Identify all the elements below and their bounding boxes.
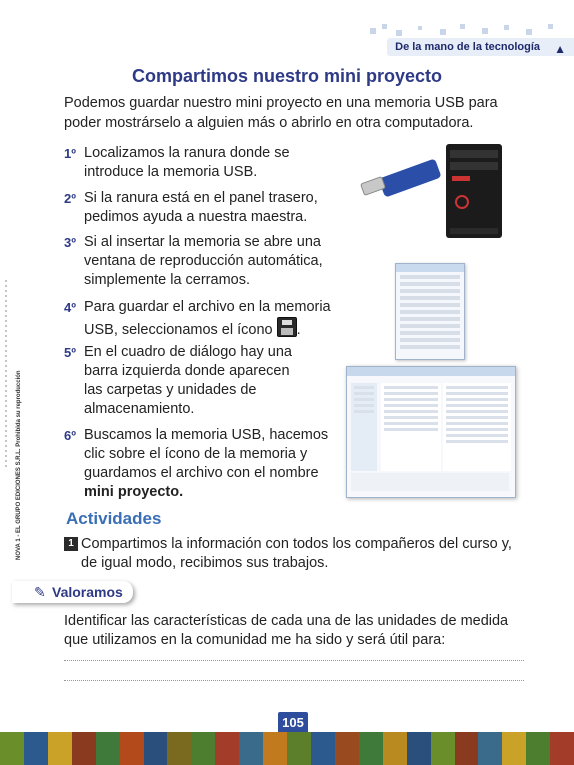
usb-memory-and-computer-illustration [354,140,510,240]
valoramos-text: Identificar las características de cada una de las unidades de medida que utilizamos en la comunidad me ha sido y será útil para: [64,613,509,648]
list-item: 3º Si al insertar la memoria se abre una ventana de reproducción automática, simplemente la cerramos. [64,234,323,288]
side-line-decoration [0,250,12,500]
answer-line[interactable] [64,680,524,681]
valoramos-label: ✎ Valoramos [12,581,133,603]
list-item: 6º Buscamos la memoria USB, hacemos clic sobre el ícono de la memoria y guardamos el archivo con el nombre mini proyecto. [64,427,329,500]
header-dots-decoration [360,20,574,38]
floppy-disk-save-icon [277,317,297,337]
pencil-icon: ✎ [34,584,46,600]
step-number: 3º [64,235,76,250]
step-number: 1º [64,146,76,161]
step-number: 5º [64,345,76,360]
activities-heading: Actividades [66,509,162,528]
step-number: 2º [64,191,76,206]
section-tag-label: De la mano de la tecnología [395,41,540,53]
save-dialog-screenshot [346,366,516,498]
computer-tower-image [446,144,502,238]
page-title: Compartimos nuestro mini proyecto [131,66,443,86]
step-number: 4º [64,300,76,315]
activity-number: 1 [64,537,78,551]
list-item: 1º Localizamos la ranura donde se introduce la memoria USB. [64,145,290,180]
section-tag [387,38,574,56]
step-number: 6º [64,428,76,443]
list-item: 4º Para guardar el archivo en la memoria USB, seleccionamos el ícono . [64,299,331,338]
page-number: 105 [278,712,308,734]
copyright-side-note: NOVA 1 - EL GRUPO EDICIONES S.R.L. Prohibida su reproducción [16,370,22,560]
intro-paragraph: Podemos guardar nuestro mini proyecto en una memoria USB para poder mostrárselo a alguien más o abrirlo en otra computadora. [64,95,498,131]
usb-memory-image [361,158,442,197]
autoplay-window-screenshot [395,263,465,360]
list-item: 5º En el cuadro de diálogo hay una barra izquierda donde aparecen las carpetas y unidades de almacenamiento. [64,344,292,417]
activity-text: Compartimos la información con todos los compañeros del curso y, de igual modo, recibimos sus trabajos. [81,536,512,571]
elephant-icon: ▲ [554,42,566,56]
decorative-tile-band [0,732,574,765]
list-item: 2º Si la ranura está en el panel trasero, pedimos ayuda a nuestra maestra. [64,190,318,225]
answer-line[interactable] [64,660,524,661]
